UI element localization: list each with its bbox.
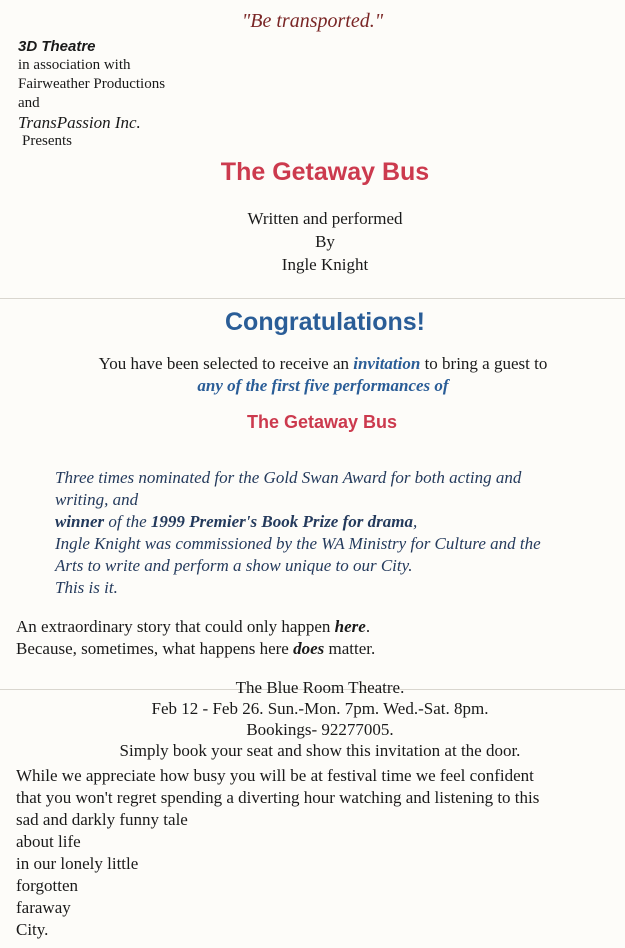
presenter-3d-theatre: 3D Theatre [18,38,96,55]
story-line-2 [16,638,375,660]
accolades-winner: winner [55,512,105,531]
accolades-of: of the [104,512,151,531]
closing-line-6: forgotten [16,876,79,895]
presenter-fairweather: Fairweather Productions [18,76,166,92]
accolades-line-4: Ingle Knight was commissioned by the WA Ministry for Culture and the [55,534,541,553]
show-title-secondary: The Getaway Bus [246,412,398,432]
accolades-line-1: Three times nominated for the Gold Swan Award for both acting and [55,468,522,487]
presenter-transpassion: TransPassion Inc. [18,113,141,132]
accolades-block [55,467,625,599]
presenter-presents: Presents [22,133,72,149]
closing-line-5: in our lonely little [16,854,139,873]
presenter-and: and [18,95,40,111]
invitation-emphasis: invitation [353,354,421,373]
presenters-block [18,37,165,151]
accolades-line-6: This is it. [55,578,118,597]
invitation-line-1 [0,353,625,375]
accolades-line-5: Arts to write and perform a show unique to our City. [55,556,413,575]
closing-line-3: sad and darkly funny tale [16,810,188,829]
story-here: here [334,617,366,636]
venue-dates: Feb 12 - Feb 26. Sun.-Mon. 7pm. Wed.-Sat. 8pm. [151,699,489,718]
story-line-2c: matter. [324,639,376,658]
credits-block [0,207,625,276]
invitation-before: You have been selected to receive an [98,354,354,373]
story-line-1c: . [365,617,371,636]
fold-line-top [0,298,625,299]
venue-name: The Blue Room Theatre. [235,678,405,697]
presenter-association: in association with [18,57,131,73]
closing-line-4: about life [16,832,81,851]
closing-line-8: City. [16,920,49,939]
story-line-1 [16,616,375,638]
closing-line-7: faraway [16,898,71,917]
credits-by: By [315,232,335,251]
tagline: "Be transported." [241,10,384,32]
closing-line-2: that you won't regret spending a diverting hour watching and listening to this [16,788,540,807]
credits-author: Ingle Knight [281,255,369,274]
closing-block [16,765,621,941]
venue-bookings: Bookings- 92277005. [246,720,394,739]
story-block [16,616,375,660]
venue-block [0,677,625,761]
accolades-comma: , [412,512,418,531]
story-line-2a: Because, sometimes, what happens here [16,639,294,658]
congratulations-heading: Congratulations! [225,308,425,336]
credits-written: Written and performed [247,209,403,228]
invitation-line-2: any of the first five performances of [197,376,449,395]
accolades-line-2: writing, and [55,490,139,509]
accolades-prize: 1999 Premier's Book Prize for drama [150,512,413,531]
venue-instructions: Simply book your seat and show this invitation at the door. [119,741,521,760]
story-does: does [293,639,325,658]
invitation-after: to bring a guest to [420,354,548,373]
show-title: The Getaway Bus [220,158,430,186]
accolades-line-3 [55,511,625,533]
closing-line-1: While we appreciate how busy you will be at festival time we feel confident [16,766,534,785]
story-line-1a: An extraordinary story that could only happen [16,617,335,636]
invitation-text [0,353,625,397]
